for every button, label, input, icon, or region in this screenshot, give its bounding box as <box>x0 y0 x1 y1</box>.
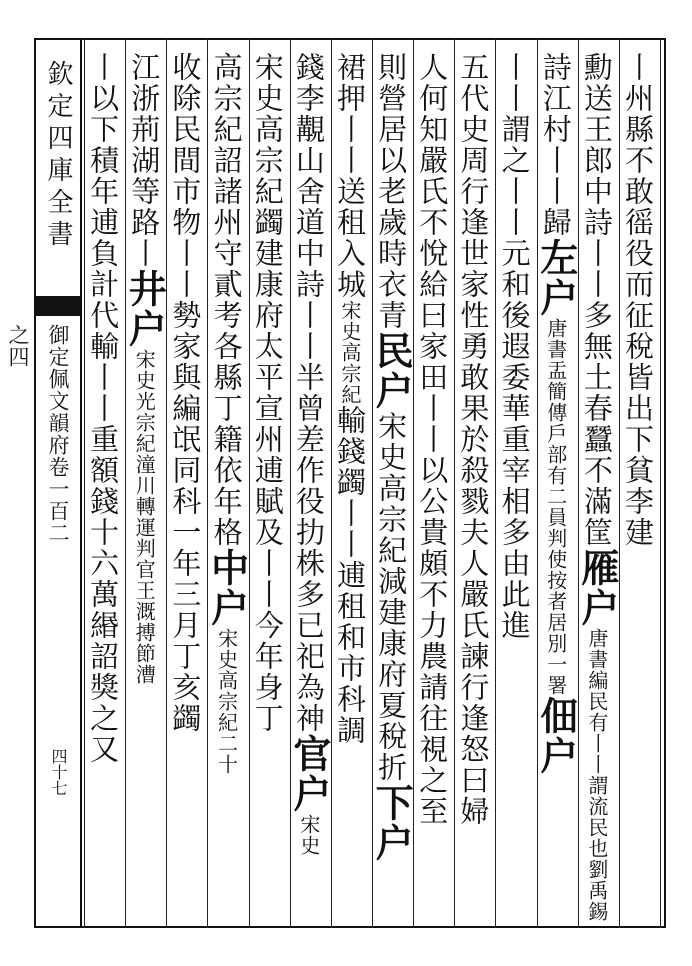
annotation: 宋史高宗紀二十 <box>214 628 239 775</box>
annotation: 宋史光宗紀潼川轉運判官王溉搏節漕 <box>132 349 157 685</box>
section-title <box>6 324 78 564</box>
headword: 民户 <box>369 331 415 411</box>
headword: 雁户 <box>574 548 620 628</box>
column-text: 詩江村丨丨歸 <box>538 52 573 238</box>
text-column <box>456 52 493 912</box>
column-text: 裙押丨丨送租入城 <box>332 52 367 300</box>
column-text: 收除民間市物丨丨勢家與編氓同科 <box>168 52 203 517</box>
column-text: 則營居以老歲時衣青 <box>374 52 409 331</box>
annotation: 宋史高宗紀 <box>337 300 362 405</box>
column-text: 一年三月丁亥蠲 <box>168 517 203 734</box>
text-column <box>497 52 534 912</box>
text-column <box>251 52 288 912</box>
column-text: 宋史高宗紀蠲建康府太平宣州逋賦及丨丨今年身丁 <box>250 52 285 734</box>
annotation: 宋史 <box>296 814 321 856</box>
page-number: 四十七 <box>49 748 68 796</box>
column-text: 輸錢蠲丨丨逋租和市科調 <box>332 405 367 746</box>
text-column <box>415 52 452 912</box>
column-text: 勳送王郎中詩丨丨多無土春蠶不滿筐 <box>579 52 614 548</box>
headword: 佃户 <box>533 696 579 776</box>
column-text: 丨以下積年逋負 <box>86 52 121 269</box>
text-column <box>122 52 168 912</box>
text-column <box>168 52 205 912</box>
column-text: 高宗紀詔諸州守貳考各縣丁籍依年格 <box>209 52 244 548</box>
headword: 左户 <box>533 238 579 318</box>
annotation: 唐書編民有丨丨謂流民也劉禹錫 <box>584 628 609 922</box>
annotation: 唐書盂簡傳戶部有二員判使按者居別一署 <box>543 318 568 696</box>
column-text: 丨丨謂之丨丨元和後遐委華重宰相多由此進 <box>497 52 532 641</box>
text-column <box>286 52 332 912</box>
headword: 中户 <box>204 548 250 628</box>
text-column <box>621 52 658 912</box>
text-column <box>533 52 579 912</box>
column-text: 計代輸丨丨重額錢十六萬緡詔獎之又 <box>86 269 121 765</box>
column-text: 江浙荊湖等路丨 <box>127 52 162 269</box>
column-text: 丨州縣不敢徭役而征稅皆出下貧李建 <box>620 52 655 548</box>
text-column <box>86 52 123 912</box>
column-rule <box>660 38 661 928</box>
column-text: 錢李覯山舍道中詩丨丨半曾差作役扐株多已祀為神 <box>291 52 326 734</box>
column-text: 人何知嚴氏不悅給曰家田丨丨以公貴頗不力農請往視之至 <box>415 52 450 827</box>
text-column <box>204 52 250 912</box>
headword: 下户 <box>369 783 415 863</box>
column-text: 宋史高宗紀減建康府夏稅折 <box>374 411 409 783</box>
book-title: 欽定四庫全書 <box>43 60 73 252</box>
margin-rule <box>80 38 82 928</box>
text-column <box>369 52 415 912</box>
headword: 井户 <box>122 269 168 349</box>
text-column <box>574 52 620 922</box>
fishtail-mark <box>36 296 80 316</box>
headword: 官户 <box>286 734 332 814</box>
column-text: 五代史周行逢世家性勇敢果於殺戮夫人嚴氏諫行逢怒曰婦 <box>456 52 491 827</box>
volume-label: 卷一百二之四 <box>6 324 70 544</box>
section-title-text: 御定佩文韻府 <box>46 324 70 456</box>
text-column <box>333 52 370 912</box>
